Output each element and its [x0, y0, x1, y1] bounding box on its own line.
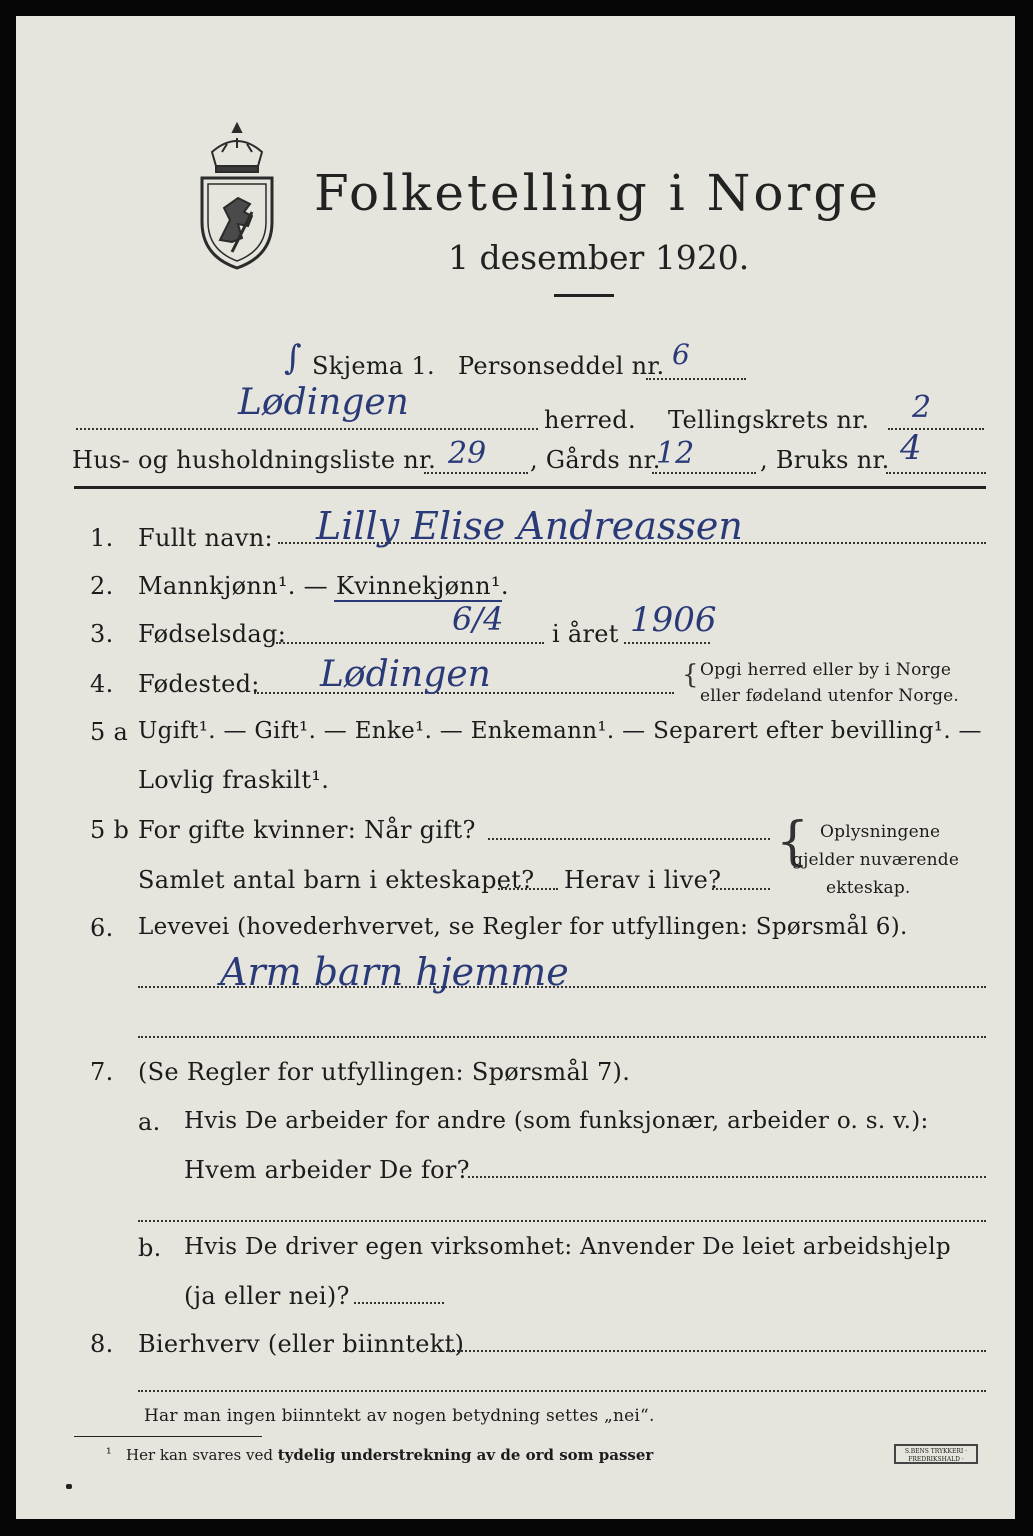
q8-number: 8. — [90, 1330, 114, 1358]
q5a-number: 5 a — [90, 718, 129, 746]
herred-value: Lødingen — [238, 382, 409, 423]
header-rule — [74, 486, 986, 489]
q4-note-line2: eller fødeland utenfor Norge. — [700, 686, 960, 706]
q8-extra-dots — [138, 1390, 986, 1392]
gards-label: , Gårds nr. — [530, 446, 661, 474]
q3-year-label: i året — [552, 620, 619, 648]
bruks-value: 4 — [900, 428, 922, 468]
q1-label: Fullt navn: — [138, 524, 273, 552]
q5b-note-line2: gjelder nuværende — [792, 850, 960, 870]
census-form-sheet — [16, 16, 1015, 1519]
q5a-options-line2: Lovlig fraskilt¹. — [138, 766, 330, 794]
q1-value: Lilly Elise Andreassen — [316, 504, 743, 548]
q7a-dots — [468, 1176, 986, 1178]
q8-dots — [446, 1350, 986, 1352]
ink-speck — [66, 1484, 72, 1489]
q2-number: 2. — [90, 572, 114, 600]
q5b-alive-dots — [712, 888, 770, 890]
q5b-number: 5 b — [90, 816, 130, 844]
q3-year-dots — [624, 642, 710, 644]
tellingskrets-label: Tellingskrets nr. — [668, 406, 870, 434]
q7b-line1: Hvis De driver egen virksomhet: Anvender De leiet arbeidshjelp — [184, 1234, 951, 1260]
tellingskrets-value: 2 — [912, 390, 932, 425]
skjema-label: Skjema 1. — [312, 352, 435, 380]
q3-dots — [276, 642, 544, 644]
no-income-note: Har man ingen biinntekt av nogen betydning settes „nei“. — [144, 1406, 655, 1426]
footnote-text-bold: tydelig understrekning av de ord som passer — [277, 1446, 654, 1464]
q6-number: 6. — [90, 914, 114, 942]
q5b-brace: { — [776, 812, 810, 872]
q5b-when-married: For gifte kvinner: Når gift? — [138, 816, 476, 844]
husliste-label: Hus- og husholdningsliste nr. — [72, 446, 437, 474]
check-mark: ∫ — [284, 338, 302, 378]
title-divider — [554, 294, 614, 297]
q1-number: 1. — [90, 524, 114, 552]
q2-female-option: Kvinnekjønn¹. — [336, 572, 509, 600]
gards-value: 12 — [656, 436, 695, 471]
footnote-text — [126, 1446, 653, 1464]
husliste-dots — [424, 472, 528, 474]
herred-label: herred. — [544, 406, 636, 434]
q8-label: Bierhverv (eller biinntekt) — [138, 1330, 465, 1358]
q4-note-line1: Opgi herred eller by i Norge — [700, 660, 952, 680]
footnote-mark: ¹ — [106, 1446, 112, 1462]
q4-number: 4. — [90, 670, 114, 698]
q7-number: 7. — [90, 1058, 114, 1086]
q5b-when-dots — [488, 838, 770, 840]
personseddel-value: 6 — [672, 338, 690, 371]
norway-coat-of-arms-icon — [192, 122, 282, 272]
footnote-text-plain: Her kan svares ved — [126, 1446, 278, 1464]
q7a-line2: Hvem arbeider De for? — [184, 1156, 470, 1184]
personseddel-label: Personseddel nr. — [458, 352, 665, 380]
q6-extra-dots — [138, 1036, 986, 1038]
bruks-dots — [886, 472, 986, 474]
printer-stamp: S.BENS TRYKKERI · FREDRIKSHALD · — [894, 1444, 978, 1464]
q5b-note-line1: Oplysningene — [820, 822, 941, 842]
q3-number: 3. — [90, 620, 114, 648]
q4-brace: { — [682, 660, 699, 690]
q3-year-value: 1906 — [630, 600, 717, 640]
q3-label: Fødselsdag: — [138, 620, 287, 648]
q6-label: Levevei (hovederhvervet, se Regler for utfyllingen: Spørsmål 6). — [138, 914, 908, 940]
q2-male-option: Mannkjønn¹. — — [138, 572, 328, 600]
q7b-dots — [354, 1302, 444, 1304]
gards-dots — [652, 472, 756, 474]
q5b-children-dots — [498, 888, 558, 890]
q4-label: Fødested: — [138, 670, 260, 698]
q5b-note-line3: ekteskap. — [826, 878, 911, 898]
q7b-line2: (ja eller nei)? — [184, 1282, 350, 1310]
q6-value: Arm barn hjemme — [220, 950, 569, 994]
q4-value: Lødingen — [320, 654, 491, 695]
q5b-children-total: Samlet antal barn i ekteskapet? — [138, 866, 535, 894]
q7a-line1: Hvis De arbeider for andre (som funksjonær, arbeider o. s. v.): — [184, 1108, 929, 1134]
bruks-label: , Bruks nr. — [760, 446, 890, 474]
footnote-rule — [74, 1436, 262, 1437]
q5a-options: Ugift¹. — Gift¹. — Enke¹. — Enkemann¹. — Separert efter bevilling¹. — — [138, 718, 982, 744]
q7a-extra-dots — [138, 1220, 986, 1222]
q7b-letter: b. — [138, 1234, 162, 1262]
q3-value: 6/4 — [452, 600, 504, 638]
q5b-alive: Herav i live? — [564, 866, 722, 894]
census-date: 1 desember 1920. — [448, 238, 750, 277]
page-title: Folketelling i Norge — [314, 164, 881, 222]
q7-label: (Se Regler for utfyllingen: Spørsmål 7). — [138, 1058, 631, 1086]
herred-dots — [76, 428, 538, 430]
husliste-value: 29 — [448, 436, 487, 471]
personseddel-dots — [646, 378, 746, 380]
q7a-letter: a. — [138, 1108, 161, 1136]
